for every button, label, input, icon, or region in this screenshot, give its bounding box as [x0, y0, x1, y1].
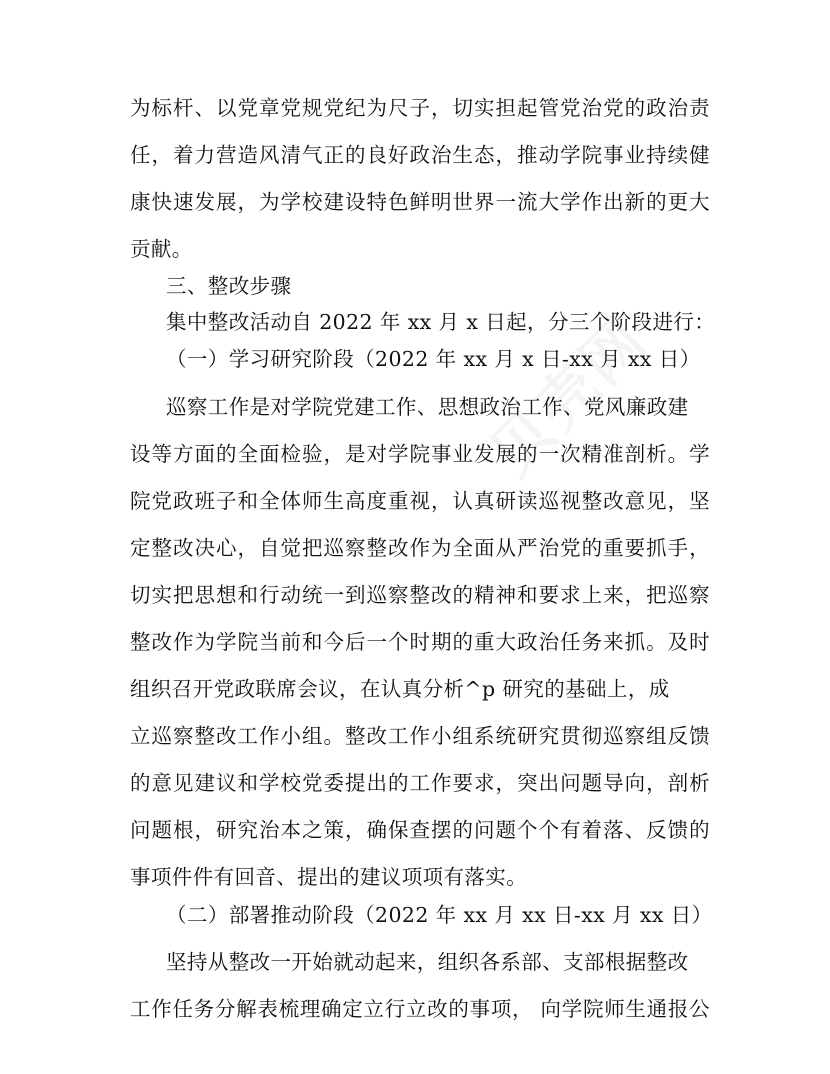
paragraph-line: 坚持从整改一开始就动起来，组织各系部、支部根据整改 [166, 950, 689, 974]
paragraph-line: 事项件件有回音、提出的建议项项有落实。 [130, 865, 528, 889]
paragraph-line: 康快速发展，为学校建设特色鲜明世界一流大学作出新的更大 [130, 190, 710, 214]
paragraph-line: 贡献。 [130, 237, 193, 261]
paragraph-line: 切实把思想和行动统一到巡察整改的精神和要求上来，把巡察 [130, 583, 710, 607]
subsection-heading: （一）学习研究阶段（2022 年 xx 月 x 日-xx 月 xx 日） [166, 347, 701, 371]
paragraph-line: 院党政班子和全体师生高度重视，认真研读巡视整改意见，坚 [130, 489, 710, 513]
paragraph-line: 设等方面的全面检验，是对学院事业发展的一次精准剖析。学 [130, 442, 710, 466]
paragraph-line: 巡察工作是对学院党建工作、思想政治工作、党风廉政建 [166, 395, 689, 419]
section-heading: 三、整改步骤 [166, 274, 292, 298]
paragraph-line: 工作任务分解表梳理确定立行立改的事项， 向学院师生通报公 [130, 997, 710, 1021]
paragraph-line: 组织召开党政联席会议，在认真分析^p 研究的基础上，成 [130, 677, 670, 701]
paragraph-line: 问题根，研究治本之策，确保查摆的问题个个有着落、反馈的 [130, 818, 710, 842]
paragraph-line: 集中整改活动自 2022 年 xx 月 x 日起，分三个阶段进行： [166, 310, 716, 334]
paragraph-line: 任，着力营造风清气正的良好政治生态，推动学院事业持续健 [130, 143, 710, 167]
paragraph-line: 整改作为学院当前和今后一个时期的重大政治任务来抓。及时 [130, 630, 710, 654]
paragraph-line: 定整改决心，自觉把巡察整改作为全面从严治党的重要抓手， [130, 536, 710, 560]
paragraph-line: 的意见建议和学校党委提出的工作要求，突出问题导向，剖析 [130, 771, 710, 795]
paragraph-line: 立巡察整改工作小组。整改工作小组系统研究贯彻巡察组反馈 [130, 724, 710, 748]
paragraph-line: 为标杆、以党章党规党纪为尺子，切实担起管党治党的政治责 [130, 96, 710, 120]
subsection-heading: （二）部署推动阶段（2022 年 xx 月 xx 日-xx 月 xx 日） [166, 903, 713, 927]
